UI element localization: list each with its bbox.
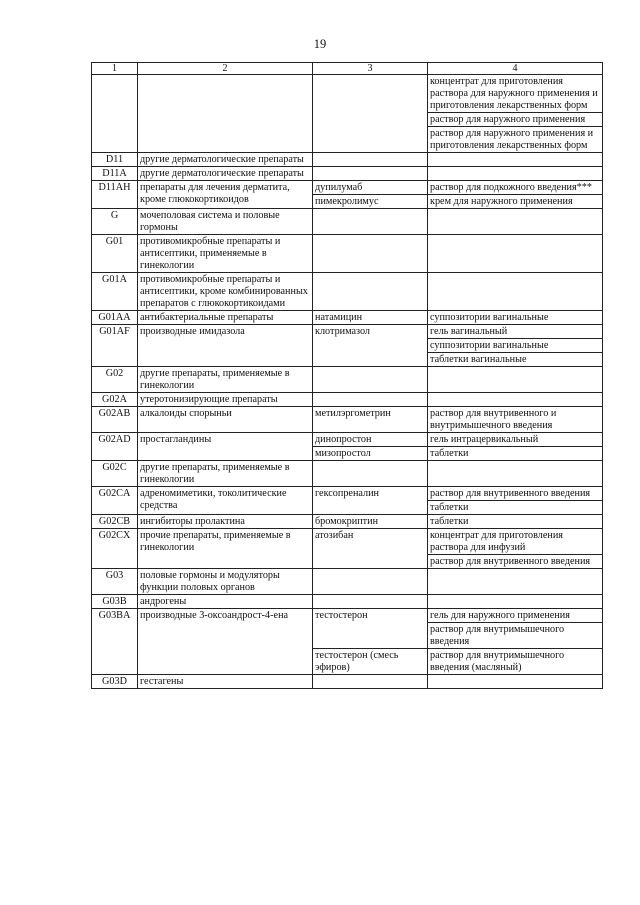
drug-name-cell: клотримазол <box>313 325 428 367</box>
dosage-form: таблетки вагинальные <box>430 354 527 365</box>
drug-name-cell: дупилумаб <box>313 181 428 195</box>
dosage-forms-cell <box>428 569 603 595</box>
group-name-cell: гестагены <box>138 675 313 689</box>
table-row <box>92 273 603 311</box>
dosage-form <box>428 209 602 210</box>
atc-code-cell: G02AD <box>92 433 138 461</box>
dosage-form <box>428 461 602 462</box>
group-name-cell: простагландины <box>138 433 313 461</box>
dosage-forms-cell <box>428 195 603 209</box>
dosage-form <box>428 675 602 676</box>
table-row <box>92 529 603 569</box>
dosage-form <box>428 273 602 274</box>
dosage-form: гель вагинальный <box>428 325 602 339</box>
column-header-group-name: 2 <box>138 63 313 75</box>
dosage-forms-cell <box>428 447 603 461</box>
column-header-drug-name: 3 <box>313 63 428 75</box>
group-name-cell: другие препараты, применяемые в гинекологии <box>138 367 313 393</box>
dosage-form: суппозитории вагинальные <box>430 312 549 323</box>
table-row <box>92 675 603 689</box>
dosage-form <box>428 167 602 168</box>
table-row <box>92 407 603 433</box>
dosage-form: раствор для внутримышечного введения <box>430 624 565 647</box>
group-name-cell: препараты для лечения дерматита, кроме глюкокортикоидов <box>138 181 313 209</box>
dosage-form: раствор для наружного применения и приготовления лекарственных форм <box>430 128 594 151</box>
atc-code-cell: G01A <box>92 273 138 311</box>
table-row <box>92 461 603 487</box>
atc-code-cell <box>92 75 138 153</box>
table-row <box>92 569 603 595</box>
table-row <box>92 235 603 273</box>
dosage-form: концентрат для приготовления раствора для наружного применения и приготовления лекарственных форм <box>428 75 602 113</box>
group-name-cell: другие дерматологические препараты <box>138 153 313 167</box>
drug-name-cell <box>313 595 428 609</box>
group-name-cell: противомикробные препараты и антисептики, применяемые в гинекологии <box>138 235 313 273</box>
group-name-cell: прочие препараты, применяемые в гинекологии <box>138 529 313 569</box>
drug-name-cell: динопростон <box>313 433 428 447</box>
drug-name-cell <box>313 153 428 167</box>
group-name-cell: другие дерматологические препараты <box>138 167 313 181</box>
table-row <box>92 311 603 325</box>
drug-name-cell: пимекролимус <box>313 195 428 209</box>
dosage-form: раствор для наружного применения <box>428 113 602 127</box>
table-row <box>92 595 603 609</box>
drug-name-cell <box>313 675 428 689</box>
page-number: 19 <box>313 37 327 51</box>
column-header-dosage-forms: 4 <box>428 63 603 75</box>
dosage-forms-cell <box>428 515 603 529</box>
dosage-forms-cell <box>428 367 603 393</box>
drug-name-cell <box>313 235 428 273</box>
atc-code-cell: G03BA <box>92 609 138 675</box>
dosage-forms-cell <box>428 529 603 569</box>
table-row <box>92 181 603 195</box>
dosage-forms-cell <box>428 75 603 153</box>
atc-code-cell: G02C <box>92 461 138 487</box>
drug-name-cell <box>313 367 428 393</box>
table-row <box>92 515 603 529</box>
drug-name-cell: метилэргометрин <box>313 407 428 433</box>
drug-name-cell <box>313 167 428 181</box>
atc-code-cell: G03 <box>92 569 138 595</box>
table-row <box>92 167 603 181</box>
group-name-cell: утеротонизирующие препараты <box>138 393 313 407</box>
atc-code-cell: D11AH <box>92 181 138 209</box>
dosage-forms-cell <box>428 609 603 649</box>
atc-code-cell: G02AB <box>92 407 138 433</box>
group-name-cell: производные имидазола <box>138 325 313 367</box>
group-name-cell: производные 3-оксоандрост-4-ена <box>138 609 313 675</box>
atc-code-cell: G02A <box>92 393 138 407</box>
dosage-form <box>428 595 602 596</box>
table-header-row <box>92 63 603 75</box>
drug-name-cell: натамицин <box>313 311 428 325</box>
dosage-form <box>428 235 602 236</box>
drug-name-cell <box>313 393 428 407</box>
drug-name-cell <box>313 209 428 235</box>
medicines-table <box>91 62 603 689</box>
dosage-forms-cell <box>428 461 603 487</box>
dosage-forms-cell <box>428 325 603 367</box>
dosage-forms-cell <box>428 181 603 195</box>
drug-name-cell <box>313 75 428 153</box>
table-row <box>92 433 603 447</box>
group-name-cell <box>138 75 313 153</box>
group-name-cell: антибактериальные препараты <box>138 311 313 325</box>
atc-code-cell: D11 <box>92 153 138 167</box>
dosage-form: таблетки <box>430 502 469 513</box>
dosage-forms-cell <box>428 433 603 447</box>
atc-code-cell: G03B <box>92 595 138 609</box>
atc-code-cell: D11A <box>92 167 138 181</box>
table-row <box>92 367 603 393</box>
group-name-cell: половые гормоны и модуляторы функции половых органов <box>138 569 313 595</box>
dosage-form: таблетки <box>430 448 469 459</box>
group-name-cell: алкалоиды спорыньи <box>138 407 313 433</box>
group-name-cell: ингибиторы пролактина <box>138 515 313 529</box>
column-header-atc-code: 1 <box>92 63 138 75</box>
dosage-form: раствор для внутримышечного введения (масляный) <box>430 650 565 673</box>
table-row <box>92 75 603 153</box>
group-name-cell: андрогены <box>138 595 313 609</box>
dosage-forms-cell <box>428 167 603 181</box>
atc-code-cell: G02CA <box>92 487 138 515</box>
dosage-form: гель интрацервикальный <box>430 434 539 445</box>
table-row <box>92 325 603 367</box>
dosage-form <box>428 569 602 570</box>
atc-code-cell: G01AF <box>92 325 138 367</box>
drug-name-cell <box>313 461 428 487</box>
drug-name-cell: тестостерон <box>313 609 428 649</box>
group-name-cell: мочеполовая система и половые гормоны <box>138 209 313 235</box>
table-row <box>92 393 603 407</box>
dosage-forms-cell <box>428 675 603 689</box>
drug-name-cell <box>313 569 428 595</box>
dosage-forms-cell <box>428 595 603 609</box>
dosage-forms-cell <box>428 153 603 167</box>
dosage-forms-cell <box>428 393 603 407</box>
drug-name-cell: мизопростол <box>313 447 428 461</box>
dosage-forms-cell <box>428 311 603 325</box>
dosage-form: суппозитории вагинальные <box>428 339 602 353</box>
dosage-form: крем для наружного применения <box>430 196 573 207</box>
group-name-cell: адреномиметики, токолитические средства <box>138 487 313 515</box>
dosage-form <box>428 153 602 154</box>
atc-code-cell: G <box>92 209 138 235</box>
dosage-form <box>428 367 602 368</box>
dosage-form: раствор для внутривенного введения <box>430 556 591 567</box>
atc-code-cell: G01AA <box>92 311 138 325</box>
drug-name-cell: гексопреналин <box>313 487 428 515</box>
table-row <box>92 209 603 235</box>
dosage-form: раствор для подкожного введения*** <box>430 182 592 193</box>
atc-code-cell: G03D <box>92 675 138 689</box>
atc-code-cell: G01 <box>92 235 138 273</box>
dosage-form: таблетки <box>430 516 469 527</box>
drug-name-cell <box>313 273 428 311</box>
drug-name-cell: бромокриптин <box>313 515 428 529</box>
dosage-forms-cell <box>428 209 603 235</box>
dosage-forms-cell <box>428 235 603 273</box>
dosage-forms-cell <box>428 273 603 311</box>
atc-code-cell: G02CB <box>92 515 138 529</box>
dosage-form: раствор для внутривенного введения <box>428 487 602 501</box>
dosage-forms-cell <box>428 407 603 433</box>
dosage-form: концентрат для приготовления раствора для инфузий <box>428 529 602 555</box>
dosage-form: раствор для внутривенного и внутримышечного введения <box>430 408 557 431</box>
group-name-cell: противомикробные препараты и антисептики, кроме комбинированных препаратов с глюкокортикоидами <box>138 273 313 311</box>
dosage-forms-cell <box>428 487 603 515</box>
table-row <box>92 153 603 167</box>
dosage-forms-cell <box>428 649 603 675</box>
drug-name-cell: тестостерон (смесь эфиров) <box>313 649 428 675</box>
dosage-form <box>428 393 602 394</box>
group-name-cell: другие препараты, применяемые в гинекологии <box>138 461 313 487</box>
drug-name-cell: атозибан <box>313 529 428 569</box>
atc-code-cell: G02CX <box>92 529 138 569</box>
table-row <box>92 487 603 515</box>
atc-code-cell: G02 <box>92 367 138 393</box>
table-row <box>92 609 603 649</box>
dosage-form: гель для наружного применения <box>428 609 602 623</box>
